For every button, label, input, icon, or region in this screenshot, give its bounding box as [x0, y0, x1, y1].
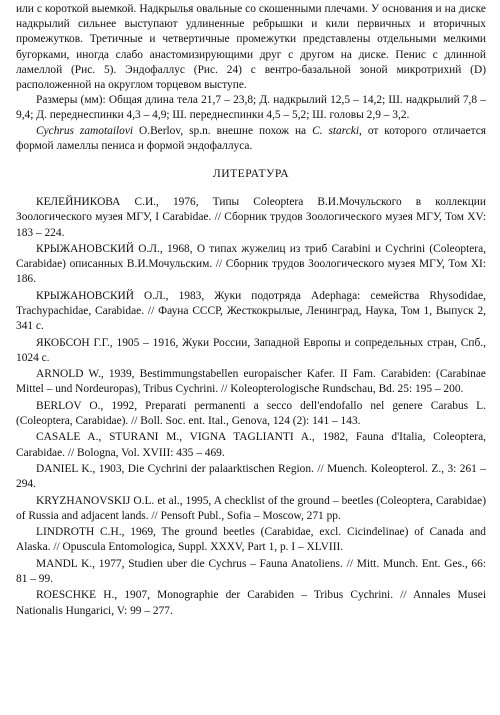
comparison-paragraph — [16, 124, 486, 154]
reference-item: MANDL K., 1977, Studien uber die Cychrus – Fauna Anatoliens. // Mitt. Munch. Ent. Ges., 66: 81 – 99. — [16, 557, 486, 585]
reference-list — [16, 195, 486, 619]
reference-item: ЯКОБСОН Г.Г., 1905 – 1916, Жуки России, Западной Европы и сопредельных стран, Спб., 1024 с. — [16, 336, 486, 364]
comparison-text: , от которого отличается формой ламеллы пениса и формой эндофаллуса. — [16, 124, 486, 152]
compared-species-name: C. starcki — [312, 124, 360, 137]
reference-item: ROESCHKE H., 1907, Monographie der Carabiden – Tribus Cychrini. // Annales Musei Nationalis Hungarici, V: 99 – 277. — [16, 589, 486, 617]
measurements-paragraph: Размеры (мм): Общая длина тела 21,7 – 23,8; Д. надкрылий 12,5 – 14,2; Ш. надкрылий 7,8 – 9,4; Д. переднеспинки 4,3 – 4,9; Ш. переднеспинки 4,5 – 5,2; Ш. головы 2,9 – 3,2. — [16, 94, 486, 122]
species-name: Cychrus zamotailovi — [36, 124, 134, 137]
reference-item: CASALE A., STURANI M., VIGNA TAGLIANTI A., 1982, Fauna d'Italia, Coleoptera, Carabidae. // Bologna, Vol. XVIII: 435 – 469. — [16, 431, 486, 459]
reference-item: LINDROTH C.H., 1969, The ground beetles (Carabidae, excl. Cicindelinae) of Canada and Alaska. // Opuscula Entomologica, Suppl. XXXV, Part 1, p. I – XLVIII. — [16, 526, 486, 554]
section-heading: ЛИТЕРАТУРА — [212, 167, 290, 181]
description-paragraph: или с короткой выемкой. Надкрылья овальные со скошенными плечами. У основания и на диске надкрылий сильнее выступают удлиненные ребрышки и кили первичных и вторичных промежутков. Третичные и четвертичные промежутки представлены отдельными мелкими бугорками, иногда слабо анастомизирующими друг с другом на диске. Пенис с длинной ламеллой (Рис. 5). Эндофаллус (Рис. 24) с вентро-базальной зоной микротрихий (D) расположенной на округлом торцевом выступе. — [16, 3, 486, 92]
reference-item: DANIEL K., 1903, Die Cychrini der palaarktischen Region. // Muench. Koleopterol. Z., 3: 261 – 294. — [16, 463, 486, 491]
reference-item: КЕЛЕЙНИКОВА С.И., 1976, Типы Coleoptera В.И.Мочульского в коллекции Зоологического музея МГУ, I Carabidae. // Сборник трудов Зоологического музея МГУ, Том XV: 183 – 224. — [16, 196, 486, 239]
species-description — [16, 2, 486, 154]
reference-item: КРЫЖАНОВСКИЙ О.Л., 1968, О типах жужелиц из триб Carabini и Cychrini (Coleoptera, Carabidae) описанных В.И.Мочульским. // Сборник трудов Зоологического музея МГУ, Том XI: 186. — [16, 243, 486, 286]
reference-item: ARNOLD W., 1939, Bestimmungstabellen europaischer Kafer. II Fam. Carabiden: (Carabinae Mittel – und Nordeuropas), Tribus Cychrini. // Koleopterologische Rundschau, Bd. 25: 195 – 200. — [16, 368, 486, 396]
species-author: O.Berlov, sp.n. внешне похож на — [133, 124, 313, 137]
reference-item: KRYZHANOVSKIJ O.L. et al., 1995, A checklist of the ground – beetles (Coleoptera, Carabidae) of Russia and adjacent lands. // Pensoft Publ., Sofia – Moscow, 271 pp. — [16, 494, 486, 522]
reference-item: КРЫЖАНОВСКИЙ О.Л., 1983, Жуки подотряда Adephaga: семейства Rhysodidae, Trachypachidae, Carabidae. // Фауна СССР, Жесткокрылые, Ленинград, Наука, Том 1, Выпуск 2, 341 с. — [16, 289, 486, 333]
reference-item: BERLOV O., 1992, Preparati permanenti a secco dell'endofallo nel genere Carabus L. (Coleoptera, Carabidae). // Boll. Soc. ent. Ital., Genova, 124 (2): 141 – 143. — [16, 399, 486, 428]
